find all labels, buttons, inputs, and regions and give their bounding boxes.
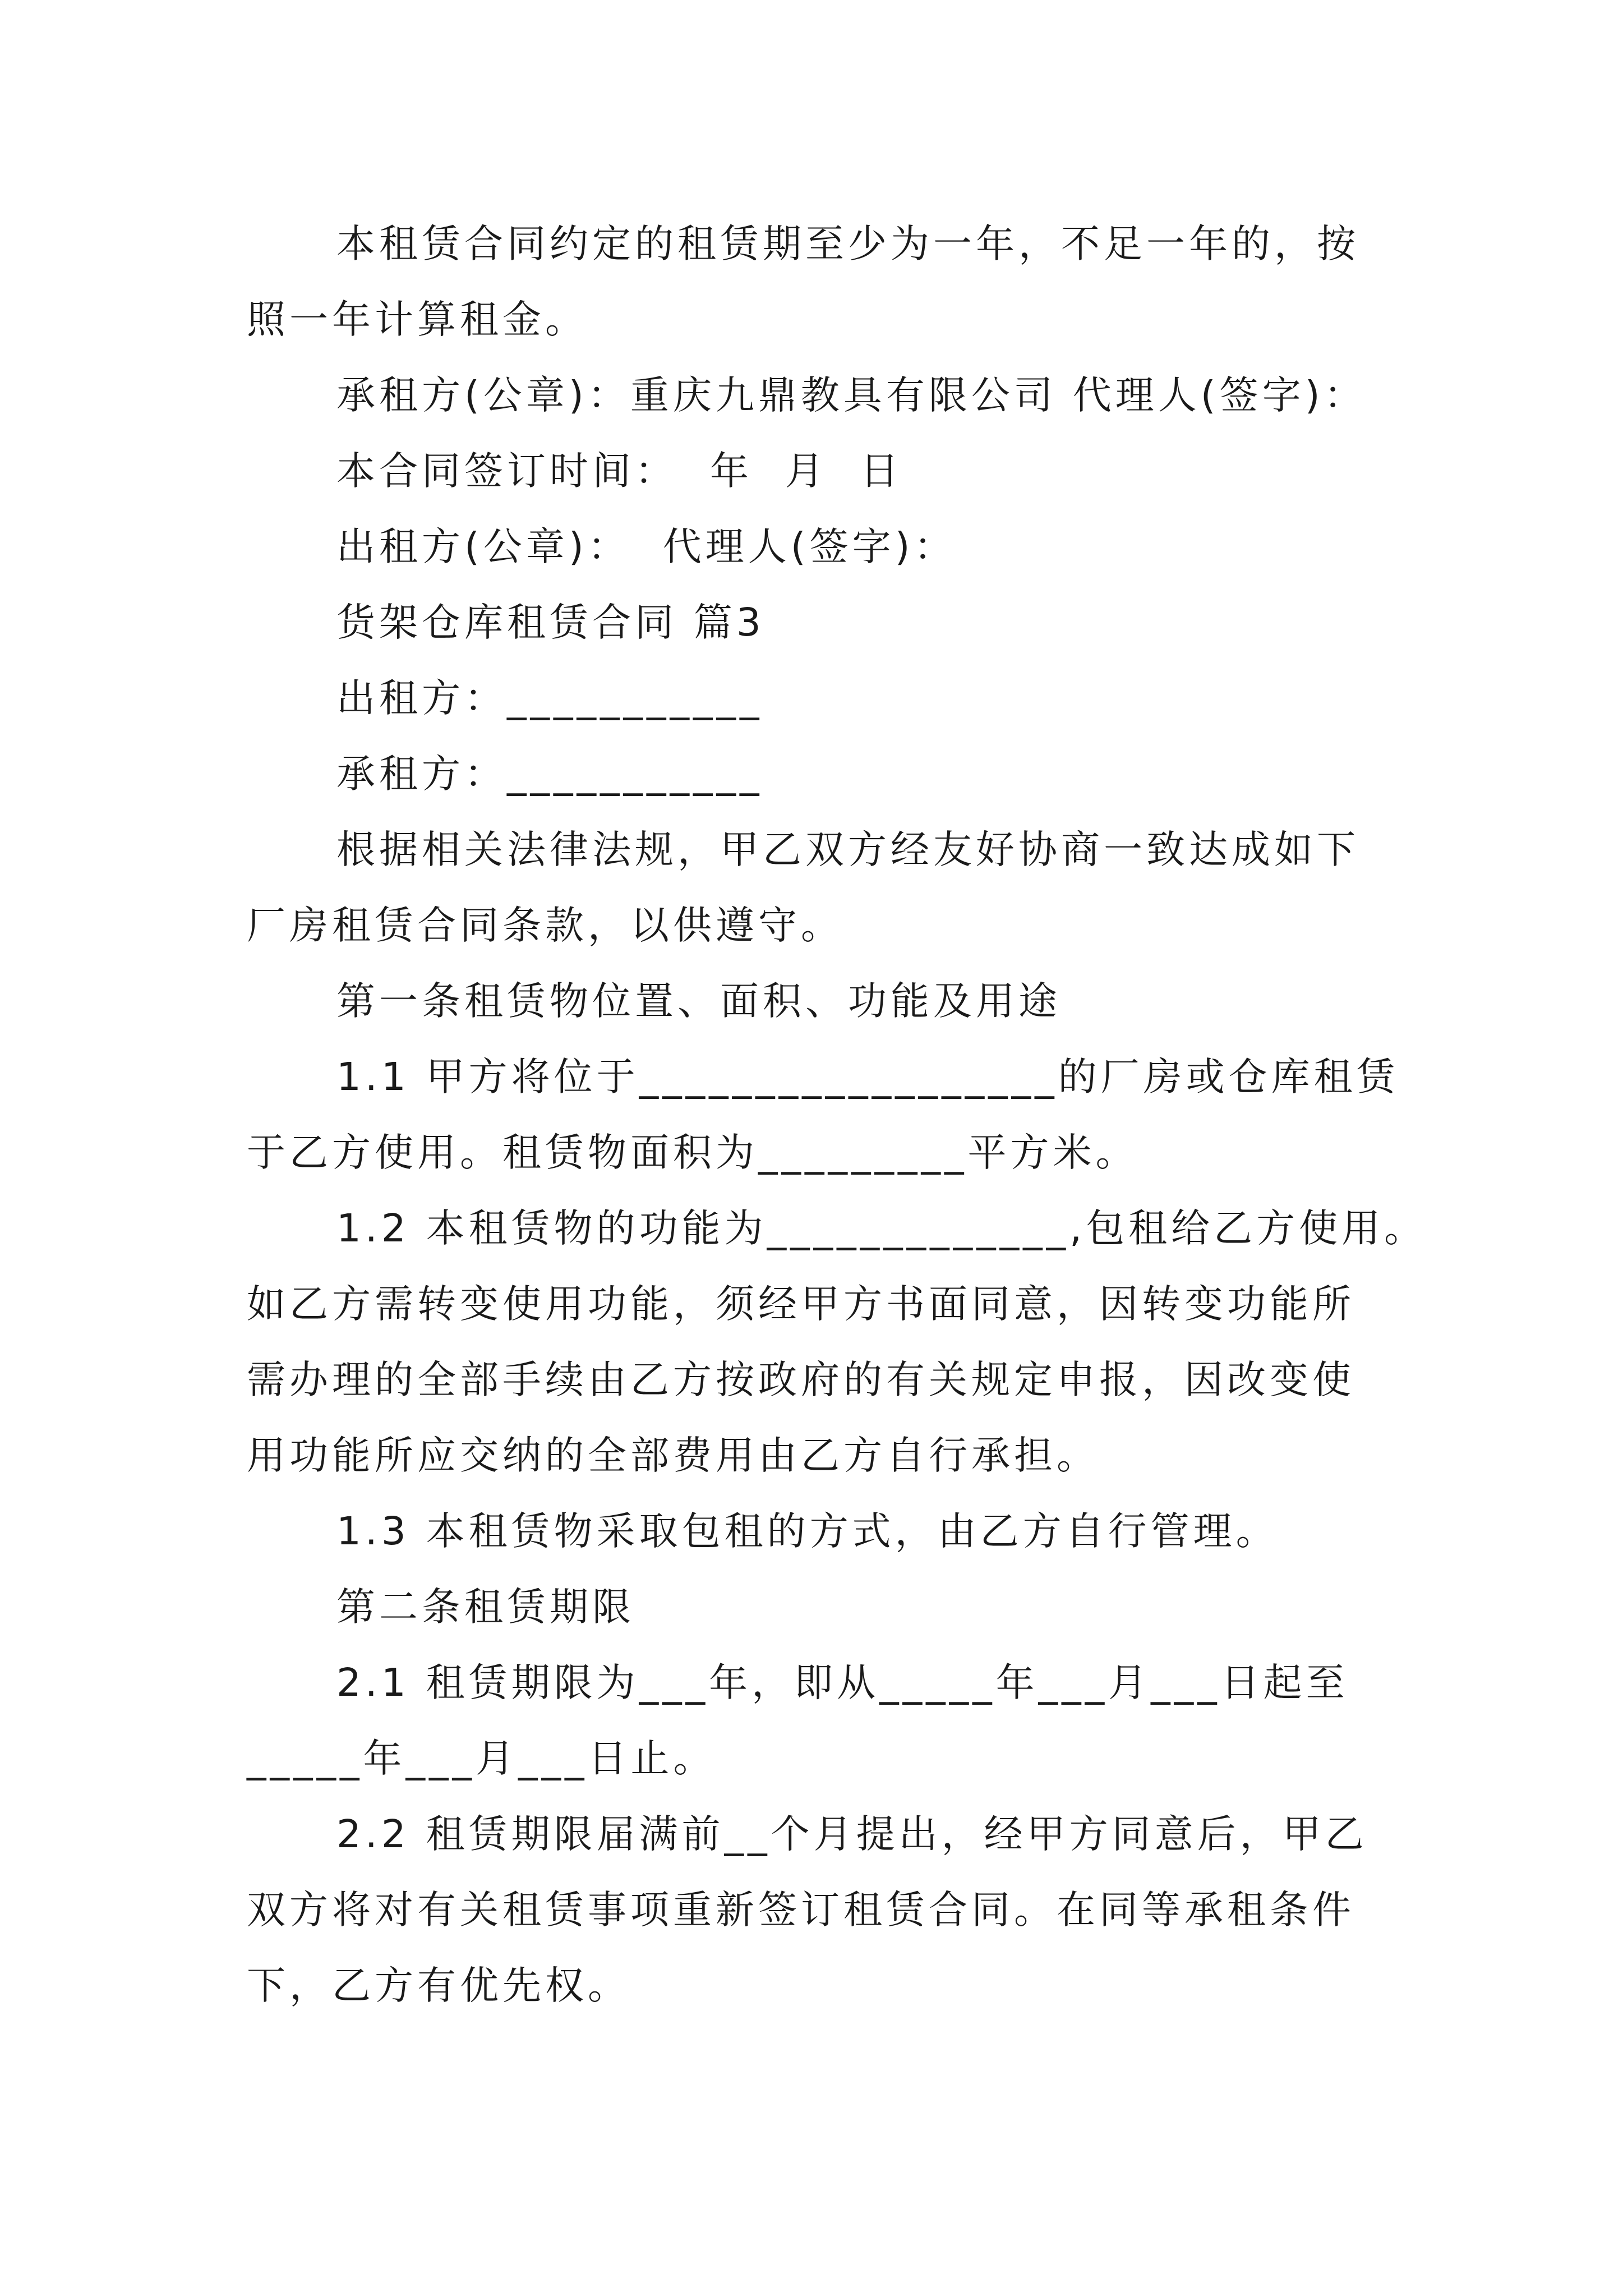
- paragraph-line: 2.2 租赁期限届满前__个月提出，经甲方同意后，甲乙: [336, 1812, 1368, 1857]
- paragraph-line: 双方将对有关租赁事项重新签订租赁合同。在同等承租条件: [247, 1888, 1355, 1932]
- paragraph-line: 本合同签订时间： 年 月 日: [336, 449, 903, 494]
- section-heading: 货架仓库租赁合同 篇3: [336, 600, 765, 645]
- paragraph-line: 出租方(公章)： 代理人(签字)：: [336, 524, 957, 569]
- paragraph-line: 需办理的全部手续由乙方按政府的有关规定申报，因改变使: [247, 1358, 1355, 1402]
- paragraph-line: 照一年计算租金。: [247, 297, 588, 342]
- paragraph-line: 承租方(公章)：重庆九鼎教具有限公司 代理人(签字)：: [336, 373, 1367, 418]
- paragraph-line: 根据相关法律法规，甲乙双方经友好协商一致达成如下: [336, 827, 1359, 872]
- article-heading: 第一条租赁物位置、面积、功能及用途: [336, 979, 1061, 1024]
- paragraph-line: 1.3 本租赁物采取包租的方式，由乙方自行管理。: [336, 1509, 1279, 1554]
- paragraph-line: 用功能所应交纳的全部费用由乙方自行承担。: [247, 1433, 1099, 1478]
- paragraph-line: 承租方：___________: [336, 752, 763, 797]
- paragraph-line: _____年___月___日止。: [247, 1736, 716, 1781]
- paragraph-line: 于乙方使用。租赁物面积为_________平方米。: [247, 1130, 1138, 1175]
- paragraph-line: 如乙方需转变使用功能，须经甲方书面同意，因转变功能所: [247, 1282, 1355, 1327]
- paragraph-line: 1.2 本租赁物的功能为_____________,包租给乙方使用。: [336, 1206, 1427, 1251]
- paragraph-line: 厂房租赁合同条款，以供遵守。: [247, 903, 843, 948]
- paragraph-line: 2.1 租赁期限为___年，即从_____年___月___日起至: [336, 1660, 1349, 1705]
- paragraph-line: 1.1 甲方将位于__________________的厂房或仓库租赁: [336, 1055, 1399, 1099]
- paragraph-line: 本租赁合同约定的租赁期至少为一年，不足一年的，按: [336, 222, 1359, 266]
- article-heading: 第二条租赁期限: [336, 1585, 635, 1630]
- paragraph-line: 出租方：___________: [336, 676, 763, 721]
- paragraph-line: 下，乙方有优先权。: [247, 1963, 630, 2008]
